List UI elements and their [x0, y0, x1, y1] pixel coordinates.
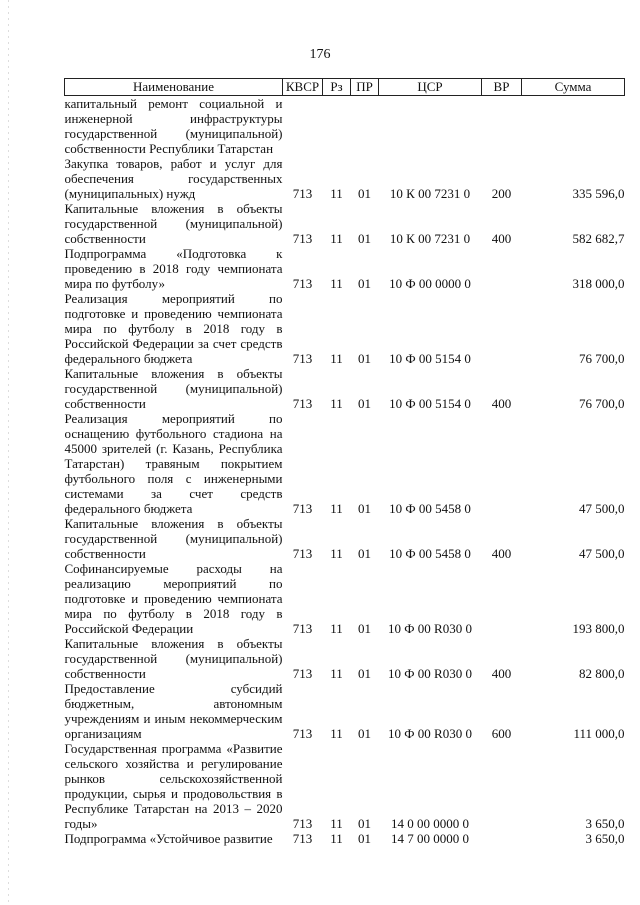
row-vr: 400: [491, 666, 512, 681]
table-row: [65, 201, 625, 246]
row-kvsr: 713: [292, 396, 313, 411]
row-rz: 11: [330, 276, 343, 291]
row-sum: 76 700,0: [579, 351, 625, 366]
row-name: Капитальные вложения в объекты государственной (муниципальной) собственности: [64, 516, 283, 561]
row-sum: 318 000,0: [572, 276, 625, 291]
page-number: 176: [309, 47, 331, 62]
header-pr: ПР: [351, 79, 379, 96]
row-rz: 11: [330, 726, 343, 741]
row-sum: 47 500,0: [579, 501, 625, 516]
row-kvsr: 713: [292, 501, 313, 516]
table-row: [65, 831, 625, 846]
row-pr: 01: [358, 666, 371, 681]
row-pr: 01: [358, 726, 371, 741]
row-vr: 400: [491, 396, 512, 411]
row-kvsr: 713: [292, 186, 313, 201]
row-pr: 01: [358, 396, 371, 411]
row-csr: 10 Ф 00 R030 0: [388, 621, 472, 636]
table-row: [65, 246, 625, 291]
row-csr: 10 Ф 00 5458 0: [389, 546, 471, 561]
header-kvsr: КВСР: [283, 79, 323, 96]
row-csr: 10 Ф 00 R030 0: [388, 726, 472, 741]
row-pr: [351, 96, 379, 157]
table-row: [65, 636, 625, 681]
row-csr: 10 Ф 00 R030 0: [388, 666, 472, 681]
row-pr: 01: [358, 816, 371, 831]
budget-table: [64, 78, 625, 846]
row-csr: 10 Ф 00 5154 0: [389, 396, 471, 411]
row-pr: 01: [358, 831, 371, 846]
row-kvsr: 713: [292, 231, 313, 246]
row-csr: 10 Ф 00 5154 0: [389, 351, 471, 366]
row-rz: 11: [330, 396, 343, 411]
row-name: Софинансируемые расходы на реализацию мероприятий по подготовке и проведению чемпионата мира по футболу в 2018 году в Российской Федерации: [64, 561, 283, 636]
row-sum: 47 500,0: [579, 546, 625, 561]
row-pr: 01: [358, 621, 371, 636]
header-vr: ВР: [482, 79, 522, 96]
row-vr: 600: [491, 726, 512, 741]
scan-edge-artifact: [8, 0, 9, 905]
row-kvsr: 713: [292, 726, 313, 741]
table-row: [65, 291, 625, 366]
row-pr: 01: [358, 546, 371, 561]
row-vr: 200: [491, 186, 512, 201]
row-vr: 400: [491, 231, 512, 246]
row-rz: 11: [330, 831, 343, 846]
row-kvsr: 713: [292, 351, 313, 366]
row-vr: 400: [491, 546, 512, 561]
row-rz: 11: [330, 621, 343, 636]
row-kvsr: 713: [292, 831, 313, 846]
row-csr: 10 Ф 00 0000 0: [389, 276, 471, 291]
row-pr: 01: [358, 186, 371, 201]
row-vr: [482, 291, 522, 366]
row-sum: [522, 96, 625, 157]
header-sum: Сумма: [522, 79, 625, 96]
row-csr: 10 К 00 7231 0: [389, 186, 471, 201]
row-name: Реализация мероприятий по оснащению футбольного стадиона на 45000 зрителей (г. Казань, Республика Татарстан) травяным покрытием футбольного поля с инженерными системами за счет средств федерального бюджета: [64, 411, 283, 516]
row-csr: 14 0 00 0000 0: [391, 816, 469, 831]
table-row: [65, 156, 625, 201]
row-name: Реализация мероприятий по подготовке и проведению чемпионата мира по футболу в 2018 году в Российской Федерации за счет средств федерального бюджета: [64, 291, 283, 366]
row-csr: [379, 96, 482, 157]
row-sum: 582 682,7: [572, 231, 625, 246]
row-kvsr: 713: [292, 816, 313, 831]
row-name: Подпрограмма «Подготовка к проведению в 2018 году чемпионата мира по футболу»: [64, 246, 283, 291]
row-kvsr: 713: [292, 546, 313, 561]
row-rz: 11: [330, 231, 343, 246]
header-name: Наименование: [65, 79, 283, 96]
row-sum: 193 800,0: [572, 621, 625, 636]
row-sum: 335 596,0: [572, 186, 625, 201]
row-rz: 11: [330, 546, 343, 561]
table-header-row: [65, 79, 625, 96]
row-name: Капитальные вложения в объекты государственной (муниципальной) собственности: [64, 636, 283, 681]
row-vr: [482, 561, 522, 636]
row-rz: 11: [330, 351, 343, 366]
row-rz: [323, 96, 351, 157]
header-csr: ЦСР: [379, 79, 482, 96]
row-vr: [482, 831, 522, 846]
row-name: Государственная программа «Развитие сельского хозяйства и регулирование рынков сельскохозяйственной продукции, сырья и продовольствия в Республике Татарстан на 2013 – 2020 годы»: [64, 741, 283, 831]
table-row: [65, 516, 625, 561]
row-pr: 01: [358, 351, 371, 366]
row-pr: 01: [358, 231, 371, 246]
row-kvsr: 713: [292, 621, 313, 636]
row-csr: 14 7 00 0000 0: [391, 831, 469, 846]
row-sum: 3 650,0: [585, 816, 625, 831]
row-sum: 111 000,0: [573, 726, 625, 741]
table-row: [65, 561, 625, 636]
row-rz: 11: [330, 501, 343, 516]
row-kvsr: 713: [292, 276, 313, 291]
row-vr: [482, 96, 522, 157]
row-pr: 01: [358, 276, 371, 291]
row-kvsr: 713: [292, 666, 313, 681]
table-row: [65, 681, 625, 741]
table-body: [65, 96, 625, 847]
row-name: Капитальные вложения в объекты государственной (муниципальной) собственности: [64, 366, 283, 411]
row-rz: 11: [330, 666, 343, 681]
row-sum: 76 700,0: [579, 396, 625, 411]
row-vr: [482, 741, 522, 831]
row-pr: 01: [358, 501, 371, 516]
row-name: Закупка товаров, работ и услуг для обеспечения государственных (муниципальных) нужд: [64, 156, 283, 201]
row-name: Предоставление субсидий бюджетным, автономным учреждениям и иным некоммерческим организациям: [64, 681, 283, 741]
row-name: Подпрограмма «Устойчивое развитие: [64, 831, 273, 846]
row-name: Капитальные вложения в объекты государственной (муниципальной) собственности: [64, 201, 283, 246]
row-csr: 10 К 00 7231 0: [389, 231, 471, 246]
row-rz: 11: [330, 816, 343, 831]
table-row: [65, 366, 625, 411]
row-vr: [482, 411, 522, 516]
row-sum: 3 650,0: [585, 831, 625, 846]
table-row: [65, 96, 625, 157]
row-sum: 82 800,0: [579, 666, 625, 681]
row-name: капитальный ремонт социальной и инженерной инфраструктуры государственной (муниципальной) собственности Республики Татарстан: [64, 96, 283, 156]
table-row: [65, 411, 625, 516]
header-rz: Рз: [323, 79, 351, 96]
row-rz: 11: [330, 186, 343, 201]
row-csr: 10 Ф 00 5458 0: [389, 501, 471, 516]
row-kvsr: [283, 96, 323, 157]
table-row: [65, 741, 625, 831]
row-vr: [482, 246, 522, 291]
